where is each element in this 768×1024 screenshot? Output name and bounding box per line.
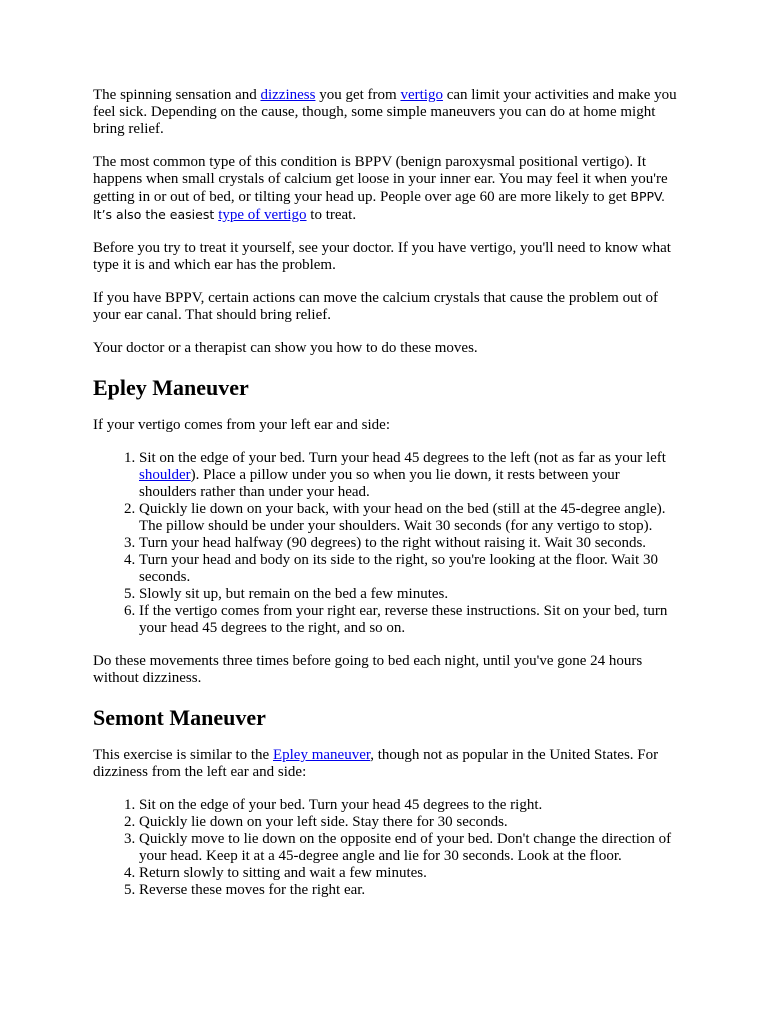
epley-maneuver-link[interactable]: Epley maneuver	[272, 747, 371, 763]
intro-paragraph-2	[93, 154, 678, 224]
list-item: 2. Quickly lie down on your left side. Stay there for 30 seconds.	[139, 814, 678, 831]
list-item: 5. Reverse these moves for the right ear.	[139, 882, 678, 899]
text-run: you get from	[315, 87, 401, 103]
list-item: 3. Turn your head halfway (90 degrees) to the right without raising it. Wait 30 seconds.	[139, 535, 678, 552]
text-run: The spinning sensation and	[93, 87, 261, 103]
shoulder-link[interactable]: shoulder	[139, 467, 191, 483]
epley-lead: If your vertigo comes from your left ear and side:	[93, 417, 390, 433]
intro-paragraph-5: Your doctor or a therapist can show you how to do these moves.	[93, 340, 478, 356]
type-of-vertigo-link[interactable]: type of vertigo	[218, 207, 307, 223]
text-run: to treat.	[306, 207, 357, 223]
vertigo-link[interactable]: vertigo	[400, 87, 443, 103]
semont-lead	[93, 747, 678, 781]
dizziness-link[interactable]: dizziness	[260, 87, 316, 103]
semont-heading: Semont Maneuver	[93, 705, 266, 730]
list-item: 4. Return slowly to sitting and wait a few minutes.	[139, 865, 678, 882]
intro-paragraph-1	[93, 87, 678, 138]
epley-heading: Epley Maneuver	[93, 375, 249, 400]
intro-paragraph-4: If you have BPPV, certain actions can move the calcium crystals that cause the problem out of your ear canal. That should bring relief.	[93, 290, 658, 323]
list-item: 2. Quickly lie down on your back, with your head on the bed (still at the 45-degree angle). The pillow should be under your shoulders. Wait 30 seconds (for any vertigo to stop).	[139, 501, 678, 535]
text-run: Sit on the edge of your bed. Turn your head 45 degrees to the left (not as far as your left	[139, 450, 666, 466]
text-run: BPPV. It’s also the easiest	[93, 189, 665, 222]
list-item: 3. Quickly move to lie down on the opposite end of your bed. Don't change the direction of your head. Keep it at a 45-degree angle and lie for 30 seconds. Look at the floor.	[139, 831, 678, 865]
epley-closing: Do these movements three times before going to bed each night, until you've gone 24 hours without dizziness.	[93, 653, 643, 686]
list-item: 5. Slowly sit up, but remain on the bed a few minutes.	[139, 586, 678, 603]
semont-steps-list	[93, 797, 678, 899]
text-run: The most common type of this condition is BPPV (benign paroxysmal positional vertigo). It happens when small crystals of calcium get loose in your inner ear. You may feel it when you're getting in or out of bed, or tilting your head up. People over age 60 are more likely to get	[93, 154, 668, 205]
list-item: 1. Sit on the edge of your bed. Turn your head 45 degrees to the right.	[139, 797, 678, 814]
text-run: can limit your activities and make you feel sick. Depending on the cause, though, some simple maneuvers you can do at home might bring relief.	[93, 87, 677, 137]
list-item	[139, 450, 678, 501]
epley-steps-list	[93, 450, 678, 637]
document-page	[93, 87, 678, 915]
text-run: , though not as popular in the United States. For dizziness from the left ear and side:	[93, 747, 659, 780]
text-run: This exercise is similar to the	[93, 747, 273, 763]
list-item: 4. Turn your head and body on its side to the right, so you're looking at the floor. Wait 30 seconds.	[139, 552, 678, 586]
intro-paragraph-3: Before you try to treat it yourself, see your doctor. If you have vertigo, you'll need to know what type it is and which ear has the problem.	[93, 240, 671, 273]
list-item: 6. If the vertigo comes from your right ear, reverse these instructions. Sit on your bed, turn your head 45 degrees to the right, and so on.	[139, 603, 678, 637]
text-run: ). Place a pillow under you so when you lie down, it rests between your shoulders rather than under your head.	[139, 467, 620, 500]
